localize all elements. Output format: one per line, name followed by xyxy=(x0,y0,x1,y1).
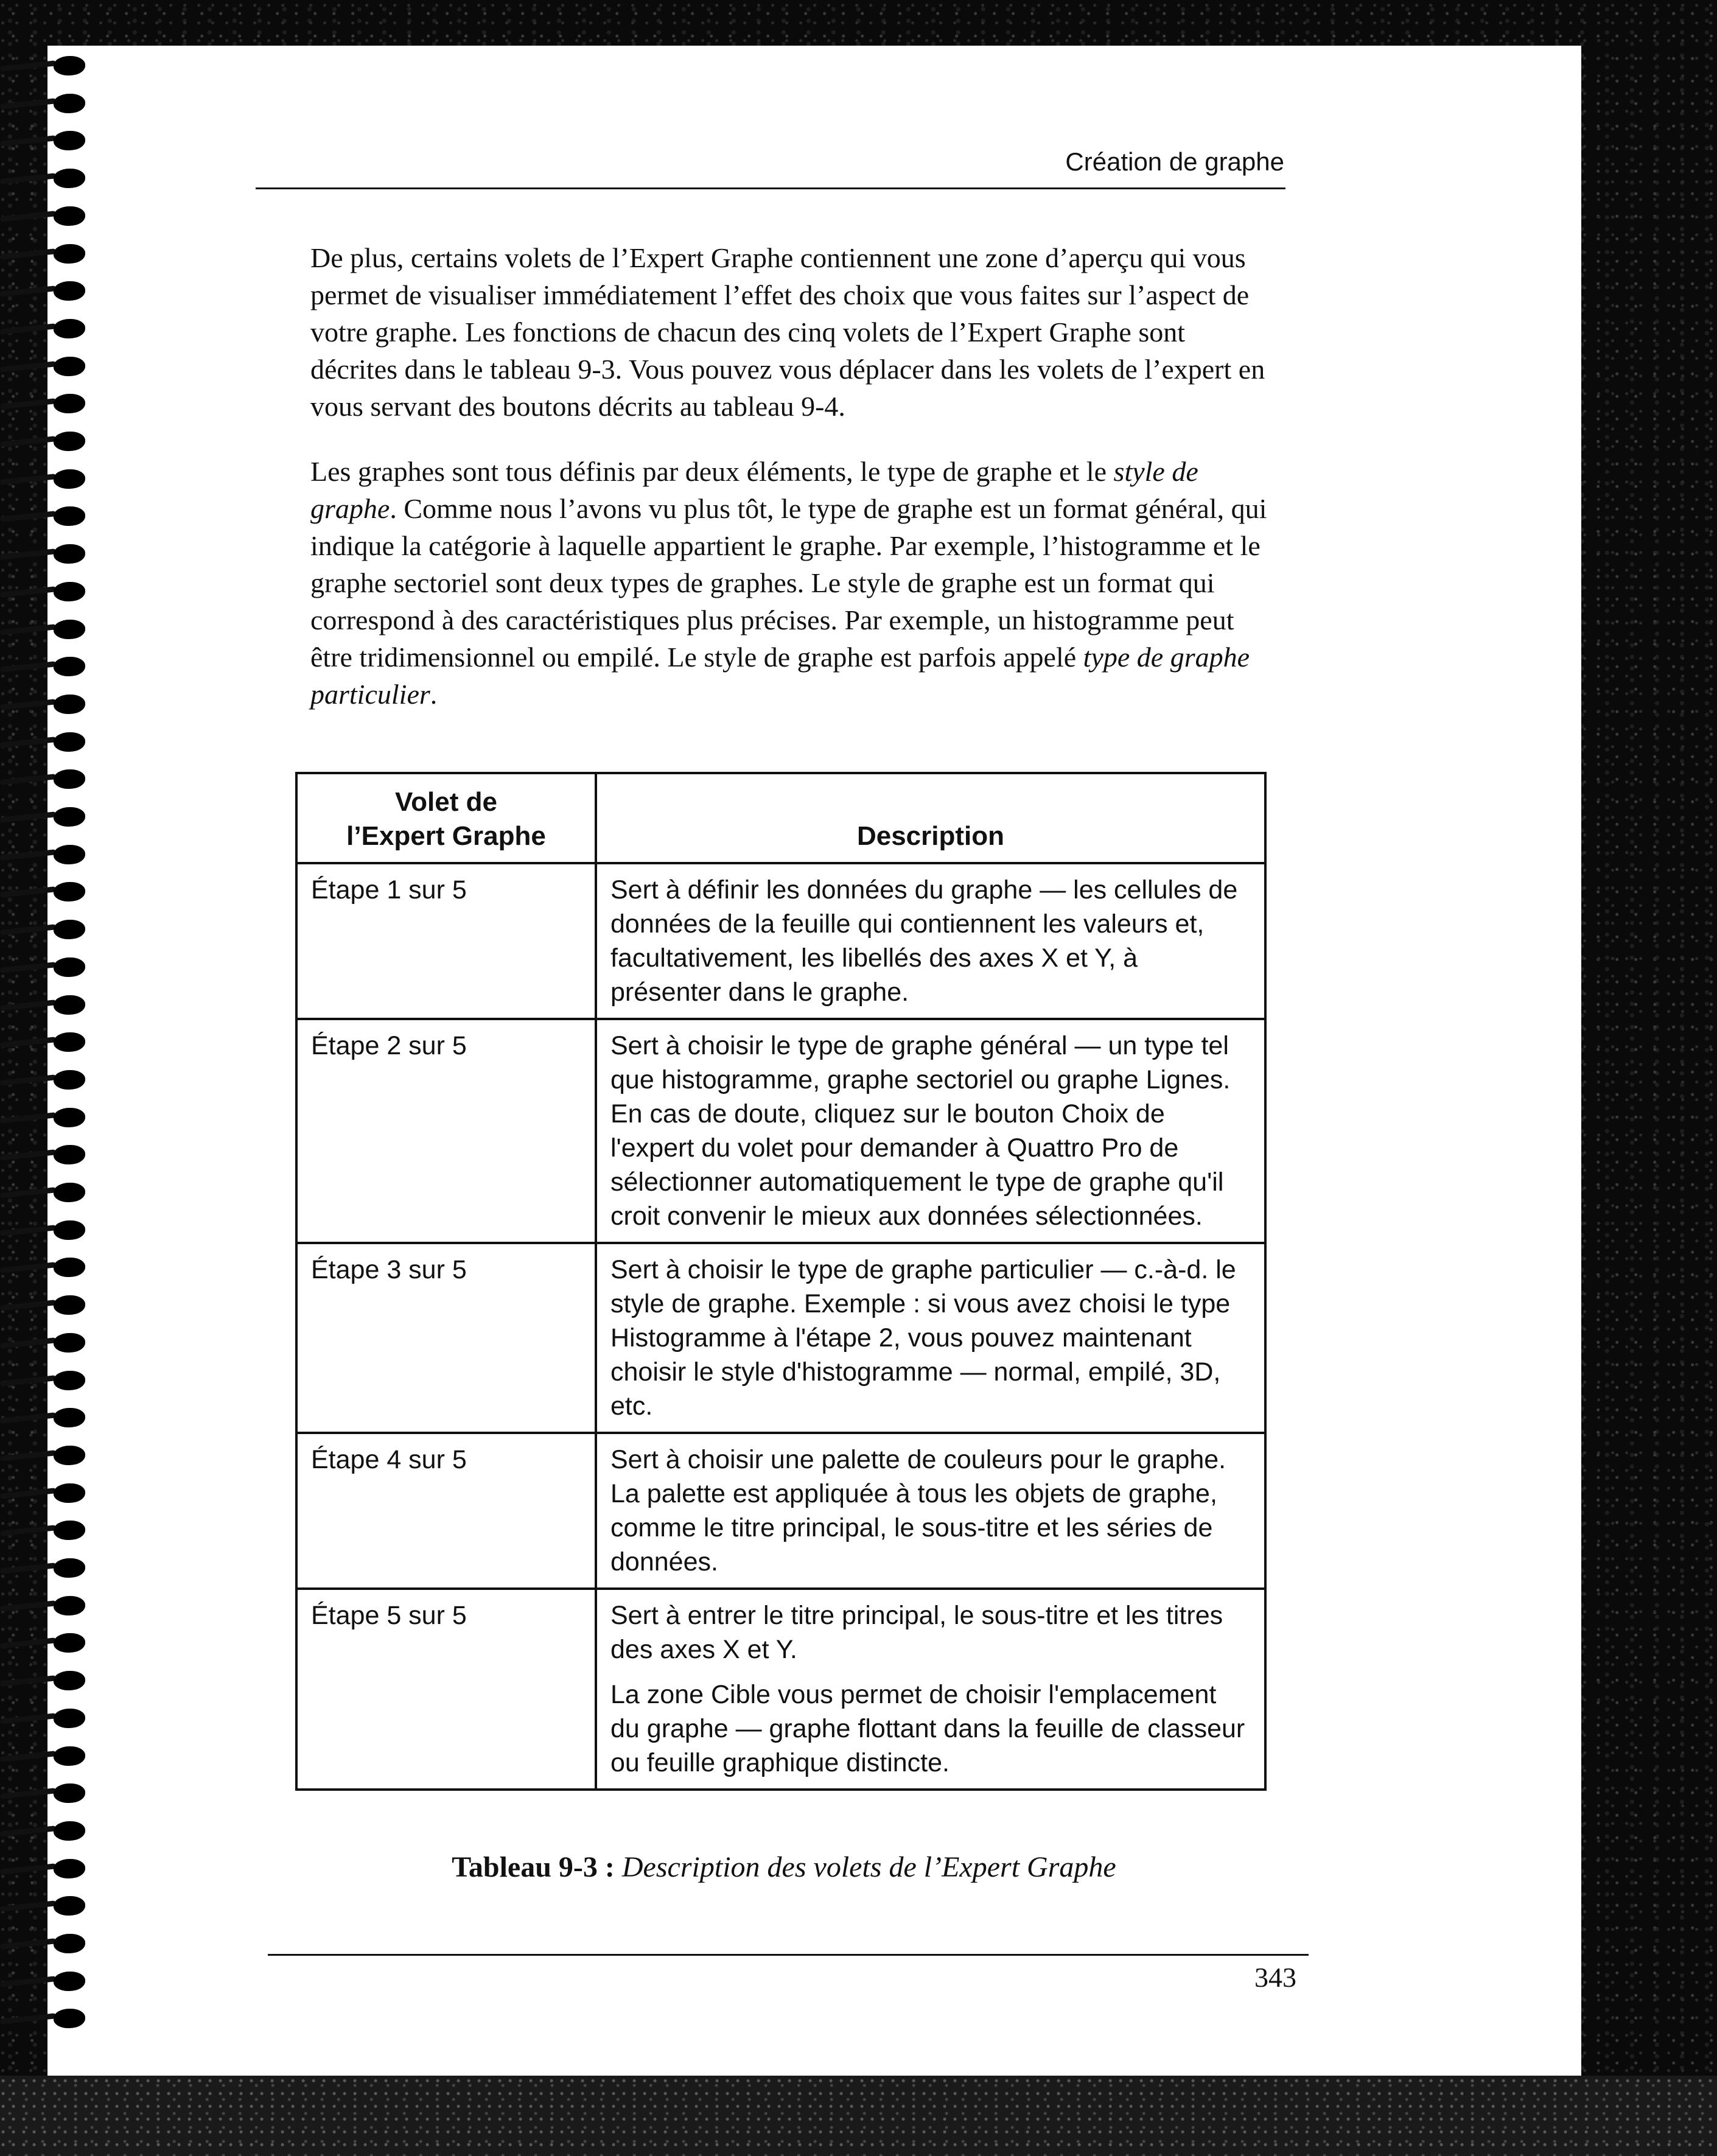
header-volet-line2: l’Expert Graphe xyxy=(346,821,546,851)
binding-hole xyxy=(54,1483,85,1503)
binding-hole xyxy=(54,544,85,564)
step-cell: Étape 2 sur 5 xyxy=(296,1019,596,1243)
binding-ring xyxy=(0,1933,91,1955)
binding-wire xyxy=(0,1150,56,1161)
binding-hole xyxy=(54,807,85,827)
binding-ring xyxy=(0,505,91,527)
table-header-row xyxy=(296,773,1265,863)
binding-hole xyxy=(54,1671,85,1690)
binding-wire xyxy=(0,361,56,373)
binding-hole xyxy=(54,319,85,338)
binding-hole xyxy=(54,1295,85,1315)
binding-hole xyxy=(54,882,85,901)
step-cell: Étape 4 sur 5 xyxy=(296,1433,596,1589)
binding-ring xyxy=(0,1782,91,1804)
binding-hole xyxy=(54,56,85,75)
binding-wire xyxy=(0,1788,56,1799)
binding-ring xyxy=(0,1895,91,1917)
binding-hole xyxy=(54,1371,85,1390)
binding-hole xyxy=(54,1108,85,1127)
table-caption xyxy=(298,1850,1270,1884)
binding-hole xyxy=(54,1521,85,1540)
binding-wire xyxy=(0,1863,56,1875)
binding-wire xyxy=(0,285,56,297)
binding-hole xyxy=(54,1070,85,1090)
binding-hole xyxy=(54,357,85,376)
description-cell: Sert à définir les données du graphe — les cellules de données de la feuille qui contiennent les valeurs et, facultativement, les libellés des axes X et Y, à présenter dans le graphe. xyxy=(596,863,1265,1019)
binding-ring xyxy=(0,693,91,715)
binding-wire xyxy=(0,774,56,786)
binding-wire xyxy=(0,1638,56,1650)
binding-ring xyxy=(0,1144,91,1166)
body-paragraph-1: De plus, certains volets de l’Expert Graphe contiennent une zone d’aperçu qui vous permet de visualiser immédiatement l’effet des choix que vous faites sur l’aspect de votre graphe. Les fonctions de chacun des cinq volets de l’Expert Graphe sont décrites dans le tableau 9-3. Vous pouvez vous déplacer dans les volets de l’expert en vous servant des boutons décrits au tableau 9-4. xyxy=(310,242,1265,422)
binding-wire xyxy=(0,548,56,560)
binding-wire xyxy=(0,1901,56,1913)
binding-wire xyxy=(0,624,56,635)
binding-wire xyxy=(0,887,56,898)
binding-wire xyxy=(0,1525,56,1537)
binding-ring xyxy=(0,1370,91,1391)
binding-hole xyxy=(54,1183,85,1202)
binding-ring xyxy=(0,1858,91,1880)
description-cell: Sert à choisir une palette de couleurs pour le graphe. La palette est appliquée à tous les objets de graphe, comme le titre principal, le sous-titre et les séries de données. xyxy=(596,1433,1265,1589)
binding-wire xyxy=(0,1375,56,1387)
binding-wire xyxy=(0,661,56,673)
binding-wire xyxy=(0,1300,56,1311)
table-row xyxy=(296,1589,1265,1790)
binding-ring xyxy=(0,581,91,603)
binding-wire xyxy=(0,323,56,335)
description-cell: Sert à choisir le type de graphe général — un type tel que histogramme, graphe sectoriel ou graphe Lignes. En cas de doute, cliquez sur le bouton Choix de l'expert du volet pour demander à Quattro Pro de sélectionner automatiquement le type de graphe qu'il croit convenir le mieux aux données sélectionnées. xyxy=(596,1019,1265,1243)
binding-ring xyxy=(0,768,91,790)
binding-wire xyxy=(0,811,56,823)
binding-hole xyxy=(54,1972,85,1991)
header-volet-line1: Volet de xyxy=(395,787,497,817)
textured-background-strip xyxy=(0,2076,1717,2156)
binding-wire xyxy=(0,1412,56,1424)
binding-ring xyxy=(0,844,91,866)
binding-hole xyxy=(54,1258,85,1277)
binding-ring xyxy=(0,130,91,152)
para2-emphasis-type: type de graphe particulier xyxy=(310,642,1250,710)
binding-hole xyxy=(54,769,85,789)
para2-emphasis-style: style de graphe xyxy=(310,456,1198,524)
header-rule xyxy=(256,187,1285,189)
binding-wire xyxy=(0,1675,56,1687)
binding-hole xyxy=(54,582,85,601)
binding-ring xyxy=(0,1632,91,1654)
binding-hole xyxy=(54,657,85,676)
binding-ring xyxy=(0,1482,91,1504)
binding-wire xyxy=(0,474,56,485)
binding-ring xyxy=(0,167,91,189)
binding-ring xyxy=(0,919,91,940)
binding-hole xyxy=(54,1896,85,1916)
binding-hole xyxy=(54,1821,85,1841)
binding-wire xyxy=(0,1450,56,1461)
caption-label: Tableau 9-3 : xyxy=(452,1851,615,1883)
table-row xyxy=(296,863,1265,1019)
binding-hole xyxy=(54,1596,85,1615)
para2-text-b: . Comme nous l’avons vu plus tôt, le type de graphe est un format général, qui indique la catégorie à laquelle appartient le graphe. Par exemple, l’histogramme et le graphe sectoriel sont deux types de graphes. Le style de graphe est un format qui correspond à des caractéristiques plus précises. Par exemple, un histogramme peut être tridimensionnel ou empilé. Le style de graphe est parfois appelé xyxy=(310,493,1267,673)
binding-wire xyxy=(0,699,56,710)
header-description: Description xyxy=(596,773,1265,863)
binding-ring xyxy=(0,1107,91,1129)
binding-wire xyxy=(0,924,56,936)
binding-ring xyxy=(0,1219,91,1241)
binding-ring xyxy=(0,1707,91,1729)
binding-hole xyxy=(54,1633,85,1653)
caption-text: Description des volets de l’Expert Graphe xyxy=(621,1851,1116,1883)
binding-ring xyxy=(0,543,91,565)
binding-ring xyxy=(0,1970,91,1992)
binding-hole xyxy=(54,244,85,264)
binding-hole xyxy=(54,995,85,1015)
binding-hole xyxy=(54,432,85,451)
spiral-binding xyxy=(0,55,97,2063)
description-cell xyxy=(596,1589,1265,1790)
description-paragraph: Sert à entrer le titre principal, le sous-titre et les titres des axes X et Y. xyxy=(610,1601,1223,1664)
binding-ring xyxy=(0,994,91,1016)
binding-hole xyxy=(54,845,85,864)
binding-ring xyxy=(0,1670,91,1692)
step-cell: Étape 3 sur 5 xyxy=(296,1243,596,1433)
binding-wire xyxy=(0,1563,56,1574)
binding-ring xyxy=(0,2007,91,2029)
binding-hole xyxy=(54,1032,85,1052)
binding-ring xyxy=(0,618,91,640)
binding-ring xyxy=(0,205,91,227)
binding-ring xyxy=(0,956,91,978)
binding-hole xyxy=(54,1408,85,1427)
binding-ring xyxy=(0,1820,91,1842)
binding-hole xyxy=(54,957,85,977)
binding-ring xyxy=(0,55,91,77)
binding-hole xyxy=(54,281,85,301)
binding-hole xyxy=(54,1558,85,1578)
binding-ring xyxy=(0,1256,91,1278)
binding-wire xyxy=(0,2014,56,2025)
table-9-3 xyxy=(295,772,1267,1791)
binding-hole xyxy=(54,1859,85,1878)
page-number: 343 xyxy=(1254,1962,1296,1993)
binding-hole xyxy=(54,920,85,939)
binding-wire xyxy=(0,849,56,861)
binding-hole xyxy=(54,1446,85,1465)
binding-wire xyxy=(0,1825,56,1837)
footer-rule xyxy=(268,1954,1309,1956)
binding-ring xyxy=(0,1294,91,1316)
binding-wire xyxy=(0,136,56,147)
table-row xyxy=(296,1243,1265,1433)
binding-hole xyxy=(54,94,85,113)
binding-ring xyxy=(0,1069,91,1091)
binding-ring xyxy=(0,280,91,302)
binding-ring xyxy=(0,93,91,114)
binding-ring xyxy=(0,1745,91,1767)
expert-graphe-table xyxy=(295,772,1267,1791)
binding-ring xyxy=(0,1181,91,1203)
binding-ring xyxy=(0,1557,91,1579)
binding-wire xyxy=(0,1337,56,1349)
binding-hole xyxy=(54,506,85,526)
para2-text-a: Les graphes sont tous définis par deux éléments, le type de graphe et le xyxy=(310,456,1114,487)
binding-hole xyxy=(54,1220,85,1240)
binding-wire xyxy=(0,98,56,110)
binding-wire xyxy=(0,173,56,184)
binding-ring xyxy=(0,1595,91,1617)
binding-ring xyxy=(0,1444,91,1466)
binding-wire xyxy=(0,1976,56,1987)
binding-hole xyxy=(54,469,85,489)
binding-hole xyxy=(54,620,85,639)
binding-hole xyxy=(54,1709,85,1728)
binding-wire xyxy=(0,1112,56,1124)
binding-hole xyxy=(54,394,85,413)
table-row xyxy=(296,1019,1265,1243)
binding-hole xyxy=(54,1746,85,1766)
step-cell: Étape 5 sur 5 xyxy=(296,1589,596,1790)
binding-wire xyxy=(0,1187,56,1199)
binding-hole xyxy=(54,1145,85,1164)
binding-wire xyxy=(0,1074,56,1086)
binding-wire xyxy=(0,1751,56,1762)
binding-wire xyxy=(0,1225,56,1236)
binding-ring xyxy=(0,656,91,677)
binding-hole xyxy=(54,695,85,714)
binding-ring xyxy=(0,1519,91,1541)
binding-wire xyxy=(0,1713,56,1724)
binding-ring xyxy=(0,355,91,377)
binding-wire xyxy=(0,962,56,973)
binding-ring xyxy=(0,430,91,452)
binding-wire xyxy=(0,248,56,260)
binding-wire xyxy=(0,60,56,72)
binding-ring xyxy=(0,1031,91,1053)
binding-wire xyxy=(0,211,56,222)
binding-hole xyxy=(54,1333,85,1353)
binding-ring xyxy=(0,243,91,265)
binding-ring xyxy=(0,393,91,415)
table-row xyxy=(296,1433,1265,1589)
para2-text-c: . xyxy=(430,679,438,710)
binding-wire xyxy=(0,586,56,598)
binding-hole xyxy=(54,206,85,226)
binding-ring xyxy=(0,806,91,828)
binding-hole xyxy=(54,2009,85,2028)
binding-hole xyxy=(54,131,85,150)
binding-hole xyxy=(54,732,85,752)
running-header: Création de graphe xyxy=(1065,147,1284,176)
binding-wire xyxy=(0,1037,56,1048)
binding-ring xyxy=(0,468,91,490)
step-cell: Étape 1 sur 5 xyxy=(296,863,596,1019)
binding-wire xyxy=(0,1600,56,1612)
binding-wire xyxy=(0,999,56,1011)
binding-wire xyxy=(0,1938,56,1950)
description-cell: Sert à choisir le type de graphe particulier — c.-à-d. le style de graphe. Exemple : si vous avez choisi le type Histogramme à l'étape 2, vous pouvez maintenant choisir le style d'histogramme — normal, empilé, 3D, etc. xyxy=(596,1243,1265,1433)
binding-wire xyxy=(0,511,56,523)
binding-ring xyxy=(0,881,91,903)
binding-hole xyxy=(54,1783,85,1803)
header-volet xyxy=(296,773,596,863)
binding-ring xyxy=(0,731,91,753)
binding-ring xyxy=(0,318,91,340)
binding-wire xyxy=(0,399,56,410)
binding-ring xyxy=(0,1407,91,1429)
binding-wire xyxy=(0,1262,56,1274)
description-paragraph-2: La zone Cible vous permet de choisir l'emplacement du graphe — graphe flottant dans la feuille de classeur ou feuille graphique distincte. xyxy=(610,1680,1245,1777)
binding-hole xyxy=(54,1934,85,1953)
binding-hole xyxy=(54,169,85,188)
binding-wire xyxy=(0,737,56,748)
body-paragraph-2 xyxy=(310,453,1272,713)
binding-ring xyxy=(0,1332,91,1354)
binding-wire xyxy=(0,1488,56,1499)
binding-wire xyxy=(0,436,56,447)
